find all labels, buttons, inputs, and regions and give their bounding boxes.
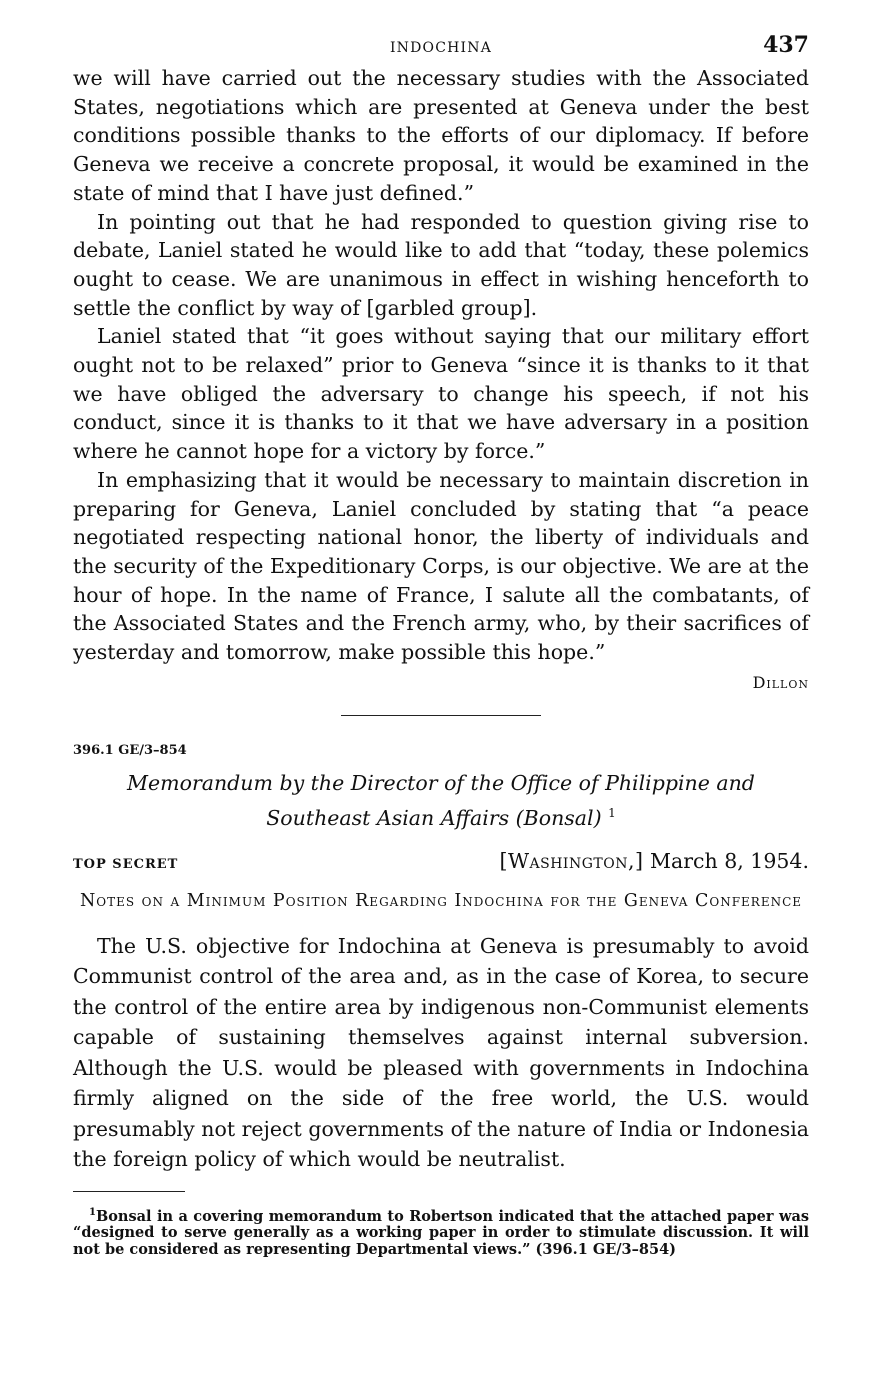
body-paragraph: In emphasizing that it would be necessary to maintain discretion in preparing for Geneva, Laniel concluded by stating that “a peace negotiated respecting national honor, the liberty of individuals and the security of the Expeditionary Corps, is our objective. We are at the hour of hope. In the name of France, I salute all the combatants, of the Associated States and the French army, who, by their sacrifices of yesterday and tomorrow, make possible this hope.” [73,467,809,665]
dateline-date: March 8, 1954. [650,848,809,873]
dateline-place: [Washington,] [499,848,644,873]
memo-text [73,931,809,1175]
body-paragraph: we will have carried out the necessary studies with the Associated States, negotiations which are presented at Geneva under the best conditions possible thanks to the efforts of our diplomacy. If before Geneva we receive a concrete proposal, it would be examined in the state of mind that I have just defined.” [73,66,809,205]
telegram-text [73,64,809,667]
running-head [73,30,809,64]
memo-paragraph: The U.S. objective for Indochina at Geneva is presumably to avoid Communist control of the area and, as in the case of Korea, to secure the control of the entire area by indigenous non-Communist elements capable of sustaining themselves against internal subversion. Although the U.S. would be pleased with governments in Indochina firmly aligned on the side of the free world, the U.S. would presumably not reject governments of the nature of India or Indonesia the foreign policy of which would be neutralist. [73,933,809,1172]
document-title-text: Memorandum by the Director of the Office of Philippine and Southeast Asian Affairs (Bonsal) [127,770,755,830]
file-number: 396.1 GE/3–854 [73,742,187,758]
document-page [73,30,809,1258]
footnote-divider [73,1191,185,1192]
footnote [73,1204,809,1259]
classification-row [73,849,809,873]
body-paragraph: In pointing out that he had responded to question giving rise to debate, Laniel stated he would like to add that “today, these polemics ought to cease. We are unanimous in effect in wishing henceforth to settle the conflict by way of [garbled group]. [73,209,809,320]
body-paragraph: Laniel stated that “it goes without saying that our military effort ought not to be relaxed” prior to Geneva “since it is thanks to it that we have obliged the adversary to change his speech, if not his conduct, since it is thanks to it that we have adversary in a position where he cannot hope for a victory by force.” [73,324,809,464]
section-divider [341,715,541,716]
notes-heading: Notes on a Minimum Position Regarding Indochina for the Geneva Conference [79,890,803,911]
footnote-mark: 1 [89,1206,96,1218]
document-title [73,768,809,833]
footnote-reference[interactable]: 1 [608,805,616,820]
footnote-text: Bonsal in a covering memorandum to Robertson indicated that the attached paper was “designed to serve generally as a working paper in order to stimulate discussion. It will not be considered as representing Departmental views.” (396.1 GE/3–854) [73,1207,809,1259]
running-title: INDOCHINA [389,40,493,56]
classification-label: TOP SECRET [73,856,179,872]
page-number: 437 [763,32,809,58]
signature: Dillon [752,672,809,692]
dateline [499,849,809,873]
